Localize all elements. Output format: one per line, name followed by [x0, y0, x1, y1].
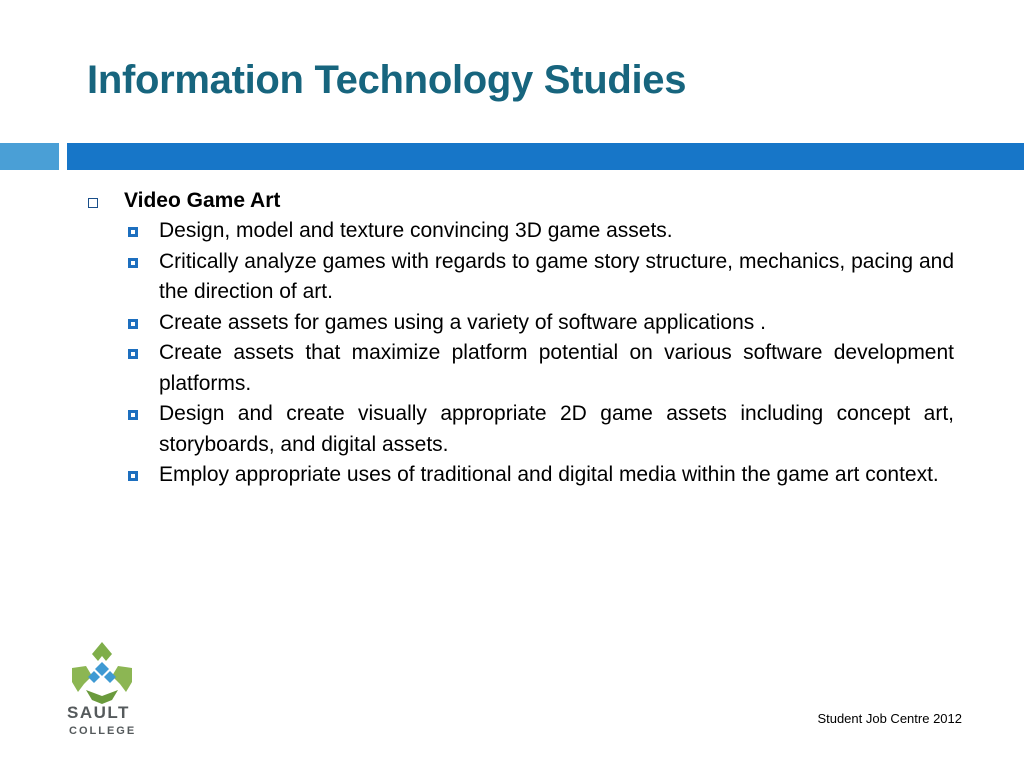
bullet-item — [128, 338, 954, 399]
bullet-text: Design, model and texture convincing 3D game assets. — [159, 219, 673, 242]
square-bullet-icon — [128, 410, 138, 420]
square-bullet-icon — [128, 258, 138, 268]
bullet-text: Employ appropriate uses of traditional and digital media within the game art context. — [159, 463, 939, 486]
bullet-text: Create assets that maximize platform potential on various software development platforms. — [159, 341, 954, 395]
square-bullet-icon — [128, 319, 138, 329]
bullet-list — [88, 216, 954, 491]
bullet-item — [128, 247, 954, 308]
bullet-text: Create assets for games using a variety of software applications . — [159, 310, 766, 334]
footer-text: Student Job Centre 2012 — [817, 711, 962, 726]
accent-bar-right — [67, 143, 1024, 170]
bullet-item — [128, 399, 954, 460]
sault-college-emblem-icon — [62, 638, 142, 708]
bullet-text: Critically analyze games with regards to game story structure, mechanics, pacing and the direction of art. — [159, 249, 954, 303]
section-heading-item — [88, 186, 954, 216]
bullet-item — [128, 308, 954, 339]
square-bullet-icon — [128, 349, 138, 359]
logo-text-sault: SAULT — [67, 703, 130, 722]
hollow-square-bullet-icon — [88, 198, 98, 208]
section-heading: Video Game Art — [124, 189, 281, 212]
bullet-text: Design and create visually appropriate 2D game assets including concept art, storyboards, and digital assets. — [159, 402, 954, 456]
bullet-item — [128, 216, 954, 247]
square-bullet-icon — [128, 471, 138, 481]
bullet-item — [128, 460, 954, 491]
accent-bar-left — [0, 143, 59, 170]
logo-text-college: COLLEGE — [69, 725, 137, 737]
square-bullet-icon — [128, 227, 138, 237]
slide-content — [88, 186, 954, 491]
slide-title: Information Technology Studies — [87, 58, 687, 102]
